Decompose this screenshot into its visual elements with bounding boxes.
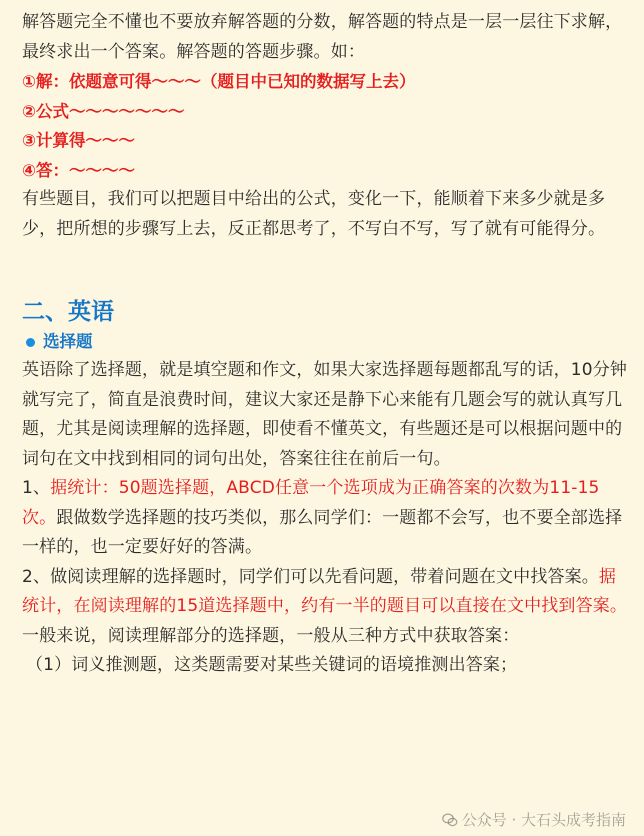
english-point-3: （1）词义推测题，这类题需要对某些关键词的语境推测出答案； bbox=[26, 655, 518, 675]
wechat-icon bbox=[442, 812, 458, 828]
english-point-2 bbox=[22, 563, 628, 652]
bullet-dot-icon bbox=[26, 338, 35, 347]
point-2-rest: 一般来说，阅读理解部分的选择题，一般从三种方式中获取答案： bbox=[22, 625, 520, 646]
multiple-choice-subheading bbox=[22, 328, 628, 356]
point-1-prefix: 1、 bbox=[22, 478, 51, 498]
point-1-rest: 跟做数学选择题的技巧类似，那么同学们：一题都不会写，也不要全部选择一样的，也一定要好好的答满。 bbox=[22, 507, 623, 557]
answer-step-4: ④答：～～～～ bbox=[22, 160, 135, 180]
english-intro-paragraph: 英语除了选择题，就是填空题和作文，如果大家选择题每题都乱写的话，10分钟就写完了，简直是浪费时间，建议大家还是静下心来能有几题会写的就认真写几题，尤其是阅读理解的选择题，即使看不懂英文，有些题还是可以根据问题中的词句在文中找到相同的词句出处，答案往往在前后一句。 bbox=[22, 360, 628, 469]
subheading-label: 选择题 bbox=[43, 332, 93, 351]
answer-step-3: ③计算得～～～ bbox=[22, 131, 135, 150]
point-1-statistic: 据统计：50题选择题，ABCD任意一个选项成为正确答案的次数为11-15次。 bbox=[22, 478, 600, 528]
english-section-heading: 二、英语 bbox=[22, 299, 114, 325]
watermark-text: 公众号 · 大石头成考指南 bbox=[461, 811, 626, 829]
watermark bbox=[442, 809, 626, 830]
point-2-statistic: 据统计，在阅读理解的15道选择题中，约有一半的题目可以直接在文中找到答案。 bbox=[22, 566, 628, 616]
section-spacer bbox=[22, 244, 628, 296]
answer-step-1: ①解：依题意可得～～～（题目中已知的数据写上去） bbox=[22, 72, 416, 91]
answer-step-2: ②公式～～～～～～～ bbox=[22, 101, 185, 121]
math-intro-paragraph: 解答题完全不懂也不要放弃解答题的分数，解答题的特点是一层一层往下求解，最终求出一个答案。解答题的答题步骤。如： bbox=[22, 12, 623, 62]
english-point-1 bbox=[22, 474, 628, 563]
point-2-prefix: 2、做阅读理解的选择题时，同学们可以先看问题，带着问题在文中找答案。 bbox=[22, 566, 599, 587]
math-advice-paragraph: 有些题目，我们可以把题目中给出的公式，变化一下，能顺着下来多少就是多少，把所想的步骤写上去，反正都思考了，不写白不写，写了就有可能得分。 bbox=[22, 189, 606, 239]
